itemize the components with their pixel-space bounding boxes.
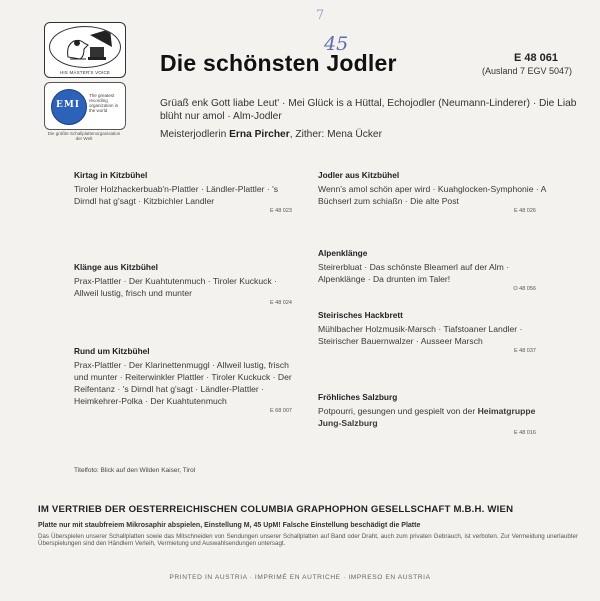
record-title: Steirisches Hackbrett <box>318 310 403 320</box>
related-record <box>74 346 302 414</box>
dog-gramophone-icon <box>49 26 121 68</box>
emi-tagline: Die größte Schallplattenorganisation der Welt <box>47 131 121 141</box>
record-tracks: Prax-Plattler · Der Klarinettenmuggl · Allweil lustig, frisch und munter · Reiterwinkler Plattler · Tiroler Kuckuck · Der Reifentanz · 's Dirndl hat g'sagt · Ländler-Plattler · Heimkehrer-Polka · Der Kuahtutenmuch <box>74 360 292 406</box>
track-list: Grüaß enk Gott liabe Leut' · Mei Glück is a Hüttal, Echojodler (Neumann-Linderer) · Die Liab blüht nur amol · Alm-Jodler <box>160 98 577 122</box>
record-catalog: E 48 026 <box>513 208 536 214</box>
record-catalog: E 48 016 <box>513 430 536 436</box>
record-title: Fröhliches Salzburg <box>318 392 398 402</box>
record-description: Potpourri, gesungen und gespielt von der <box>318 406 476 416</box>
related-record <box>74 170 302 262</box>
photo-credit: Titelfoto: Blick auf den Wilden Kaiser, Tirol <box>74 467 196 474</box>
album-title: Die schönsten Jodler <box>160 50 397 76</box>
related-record <box>74 262 302 346</box>
record-catalog: O 48 056 <box>513 286 536 292</box>
record-title: Jodler aus Kitzbühel <box>318 170 400 180</box>
record-title: Kirtag in Kitzbühel <box>74 170 148 180</box>
distribution-line: IM VERTRIEB DER OESTERREICHISCHEN COLUMBIA GRAPHOPHON GESELLSCHAFT M.B.H. WIEN <box>38 504 514 515</box>
artist-prefix: Meisterjodlerin <box>160 129 227 140</box>
record-catalog: E 68 007 <box>269 408 292 414</box>
emi-logo <box>44 82 126 130</box>
related-record <box>318 310 546 392</box>
record-tracks: Prax-Plattler · Der Kuahtutenmuch · Tiroler Kuckuck · Allweil lustig, frisch und munter <box>74 276 277 298</box>
foreign-catalog-number: (Ausland 7 EGV 5047) <box>482 66 573 76</box>
zither-label: , Zither: <box>289 129 325 140</box>
related-record <box>318 392 546 436</box>
artist-credit <box>160 129 382 140</box>
record-tracks: Steirerbluat · Das schönste Bleamerl auf der Alm · Alpenklänge · Da drunten im Taler! <box>318 262 510 284</box>
legal-notice: Das Überspielen unserer Schallplatten sowie das Mitschneiden von Sendungen unserer Schallplatten auf Band oder Draht, auch zum privaten Gebrauch, ist verboten. Zur Vermeidung unerlaubter Überspielungen sind den Händlern Verleih, Vermietung und Auswahlsendungen untersagt. <box>38 533 578 548</box>
record-title: Klänge aus Kitzbühel <box>74 262 158 272</box>
related-records-left <box>74 170 302 414</box>
record-tracks: Wenn's amol schön aper wird · Kuahglocken-Symphonie · A Büchserl zum schiaßn · Die alte Post <box>318 184 546 206</box>
performer-group: Heimatgruppe Jung-Salzburg <box>318 406 536 428</box>
related-records-right <box>318 170 546 436</box>
emi-side-text: The greatest recording organization in the world <box>89 93 119 113</box>
hmv-caption: HIS MASTER'S VOICE <box>59 70 111 75</box>
zither-player: Mena Ücker <box>327 129 382 140</box>
record-tracks: Tiroler Holzhackerbuab'n-Plattler · Ländler-Plattler · 's Dirndl hat g'sagt · Kitzbichler Landler <box>74 184 279 206</box>
handwritten-mark: 7 <box>316 8 325 23</box>
emi-label: EMI <box>55 100 81 110</box>
printed-in-line: PRINTED IN AUSTRIA · IMPRIMÉ EN AUTRICHE · IMPRESO EN AUSTRIA <box>169 574 431 581</box>
related-record <box>318 170 546 248</box>
related-record <box>318 248 546 310</box>
record-tracks: Mühlbacher Holzmusik-Marsch · Tiafstoaner Landler · Steirischer Bauernwalzer · Ausseer Marsch <box>318 324 523 346</box>
his-masters-voice-logo <box>44 22 126 78</box>
handwritten-number: 45 <box>324 33 349 55</box>
singer-name: Erna Pircher <box>229 129 290 140</box>
record-title: Rund um Kitzbühel <box>74 346 150 356</box>
record-catalog: E 48 023 <box>269 208 292 214</box>
playback-warning: Platte nur mit staubfreiem Mikrosaphir abspielen, Einstellung M, 45 UpM! Falsche Einstellung beschädigt die Platte <box>38 522 421 529</box>
record-catalog: E 48 037 <box>513 348 536 354</box>
record-title: Alpenklänge <box>318 248 368 258</box>
record-tracks <box>318 405 546 429</box>
catalog-number: E 48 061 <box>514 52 559 64</box>
record-catalog: E 48 024 <box>269 300 292 306</box>
